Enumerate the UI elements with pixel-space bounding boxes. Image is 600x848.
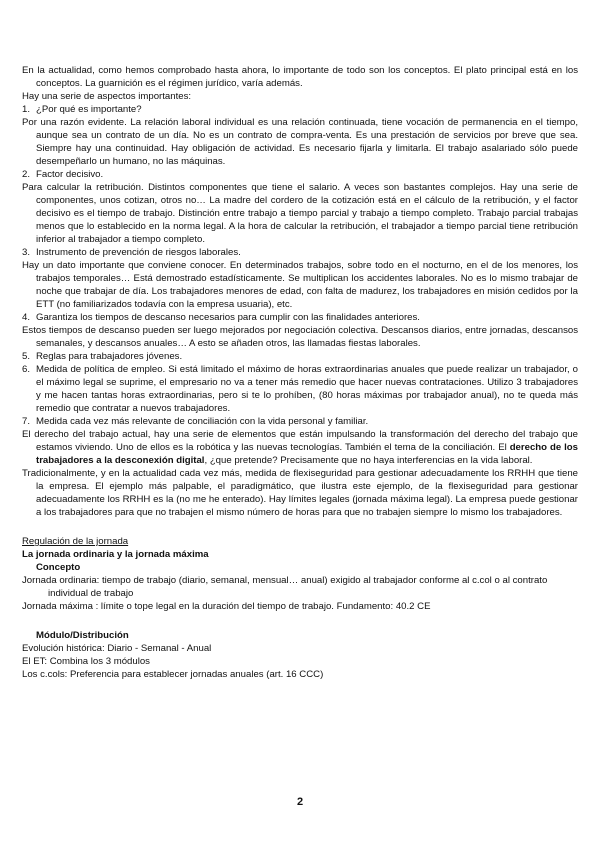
list-text: Medida cada vez más relevante de conciliación con la vida personal y familiar. bbox=[36, 416, 369, 427]
module-heading: Módulo/Distribución bbox=[36, 630, 129, 641]
section-heading: Regulación de la jornada bbox=[22, 536, 129, 547]
text-run: , ¿que pretende? Precisamente que no haya interferencias en la vida laboral. bbox=[204, 455, 533, 466]
paragraph-retribution: Para calcular la retribución. Distintos componentes que tiene el salario. A veces son bastantes complejos. Hay una serie de componentes, unos cotizan, otros no… La madre del cordero de la cotización está en el cálculo de la retribución, y el factor decisivo es el tiempo de trabajo. Distinción entre trabajo a tiempo parcial y trabajo a tiempo completo. Trabajo parcial trabajas menos que lo establecido en la norma legal. A la hora de calcular la retribución, el trabajador a tiempo parcial tiene retribución inferior al trabajador a tiempo completo. bbox=[22, 182, 578, 245]
list-item-4 bbox=[22, 311, 578, 324]
paragraph-ordinary-day: Jornada ordinaria: tiempo de trabajo (diario, semanal, mensual… anual) exigido al trabajador conforme al c.col o al contrato individual de trabajo bbox=[22, 575, 548, 599]
paragraph-aspects: Hay una serie de aspectos importantes: bbox=[22, 91, 192, 102]
list-text: Factor decisivo. bbox=[36, 169, 104, 180]
list-item-7 bbox=[22, 415, 578, 428]
list-text: ¿Por qué es importante? bbox=[36, 104, 142, 115]
paragraph-modern-law bbox=[22, 428, 578, 467]
list-number: 7. bbox=[22, 416, 31, 427]
text-run: El derecho del trabajo actual, hay una serie de elementos que están impulsando la transformación del derecho del trabajo que estamos viviendo. Uno de ellos es la robótica y las nuevas tecnologías. También el tema de la conciliación. El bbox=[22, 429, 578, 453]
bold-run: derecho de los trabajadores a la desconexión digital bbox=[36, 442, 578, 466]
list-number: 5. bbox=[22, 351, 31, 362]
concept-heading: Concepto bbox=[36, 562, 81, 573]
list-number: 3. bbox=[22, 247, 31, 258]
list-item-6 bbox=[22, 363, 578, 415]
line-et: El ET: Combina los 3 módulos bbox=[22, 656, 150, 667]
paragraph-max-day: Jornada máxima : límite o tope legal en la duración del tiempo de trabajo. Fundamento: 40.2 CE bbox=[22, 601, 431, 612]
list-item-5 bbox=[22, 350, 578, 363]
list-number: 4. bbox=[22, 312, 31, 323]
list-text: Reglas para trabajadores jóvenes. bbox=[36, 351, 183, 362]
paragraph-flexicurity: Tradicionalmente, y en la actualidad cada vez más, medida de flexiseguridad para gestionar adecuadamente los RRHH que tiene la empresa. El ejemplo más palpable, el paradigmático, que ilustra este ejemplo, de la flexiseguridad para gestionar adecuadamente los RRHH es la (no me he enterado). Hay límites legales (jornada máxima legal). La empresa puede gestionar a los trabajadores para que no trabajen el mismo número de horas para que no trabajen siempre lo mismo los trabajadores. bbox=[22, 468, 578, 518]
subsection-heading: La jornada ordinaria y la jornada máxima bbox=[22, 549, 209, 560]
line-ccols: Los c.cols: Preferencia para establecer jornadas anuales (art. 16 CCC) bbox=[22, 669, 324, 680]
list-item-2 bbox=[22, 168, 578, 181]
list-number: 6. bbox=[22, 364, 31, 375]
line-history: Evolución histórica: Diario - Semanal - Anual bbox=[22, 643, 212, 654]
paragraph-risks: Hay un dato importante que conviene conocer. En determinados trabajos, sobre todo en el nocturno, en el de los menores, los trabajos temporales… Está demostrado estadísticamente. Se multiplican los accidentes laborales. No es lo mismo trabajar de noche que trabajar de día. Los trabajadores menores de edad, con falta de madurez, los trabajadores en misión cedidos por la ETT (no familiarizados todavía con la empresa usuaria), etc. bbox=[22, 260, 578, 310]
paragraph-reason: Por una razón evidente. La relación laboral individual es una relación continuada, tiene vocación de permanencia en el tiempo, aunque sea un contrato de un día. No es un contrato de compra-venta. Es una prestación de servicios por breve que sea. Siempre hay una continuidad. Hay obligación de actividad. Es necesario fijarla y limitarla. El trabajo asalariado sólo puede desempeñarlo un humano, no las máquinas. bbox=[22, 117, 578, 167]
list-number: 1. bbox=[22, 104, 31, 115]
paragraph-intro: En la actualidad, como hemos comprobado hasta ahora, lo importante de todo son los conceptos. El plato principal está en los conceptos. La guarnición es el régimen jurídico, varía además. bbox=[22, 65, 578, 89]
page-number: 2 bbox=[296, 796, 304, 808]
list-text: Instrumento de prevención de riesgos laborales. bbox=[36, 247, 241, 258]
document-body bbox=[22, 64, 578, 681]
list-number: 2. bbox=[22, 169, 31, 180]
list-item-3 bbox=[22, 246, 578, 259]
list-item-1 bbox=[22, 103, 578, 116]
paragraph-rest: Estos tiempos de descanso pueden ser luego mejorados por negociación colectiva. Descansos diarios, entre jornadas, descansos semanales, y descansos anuales… A esto se añaden otros, las llamadas fiestas laborales. bbox=[22, 325, 578, 349]
list-text: Garantiza los tiempos de descanso necesarios para cumplir con las finalidades anteriores. bbox=[36, 312, 420, 323]
list-text: Medida de política de empleo. Si está limitado el máximo de horas extraordinarias anuales que puede realizar un trabajador, o el máximo legal se suprime, el empresario no va a tener más remedio que hacer nuevas contrataciones. Utilizo 3 trabajadores y me hacen tantas horas extraordinarias, pero si te lo prohíben, (80 horas máximas por trabajador anual), no te queda más remedio que contratar a nuevos trabajadores. bbox=[36, 364, 578, 414]
